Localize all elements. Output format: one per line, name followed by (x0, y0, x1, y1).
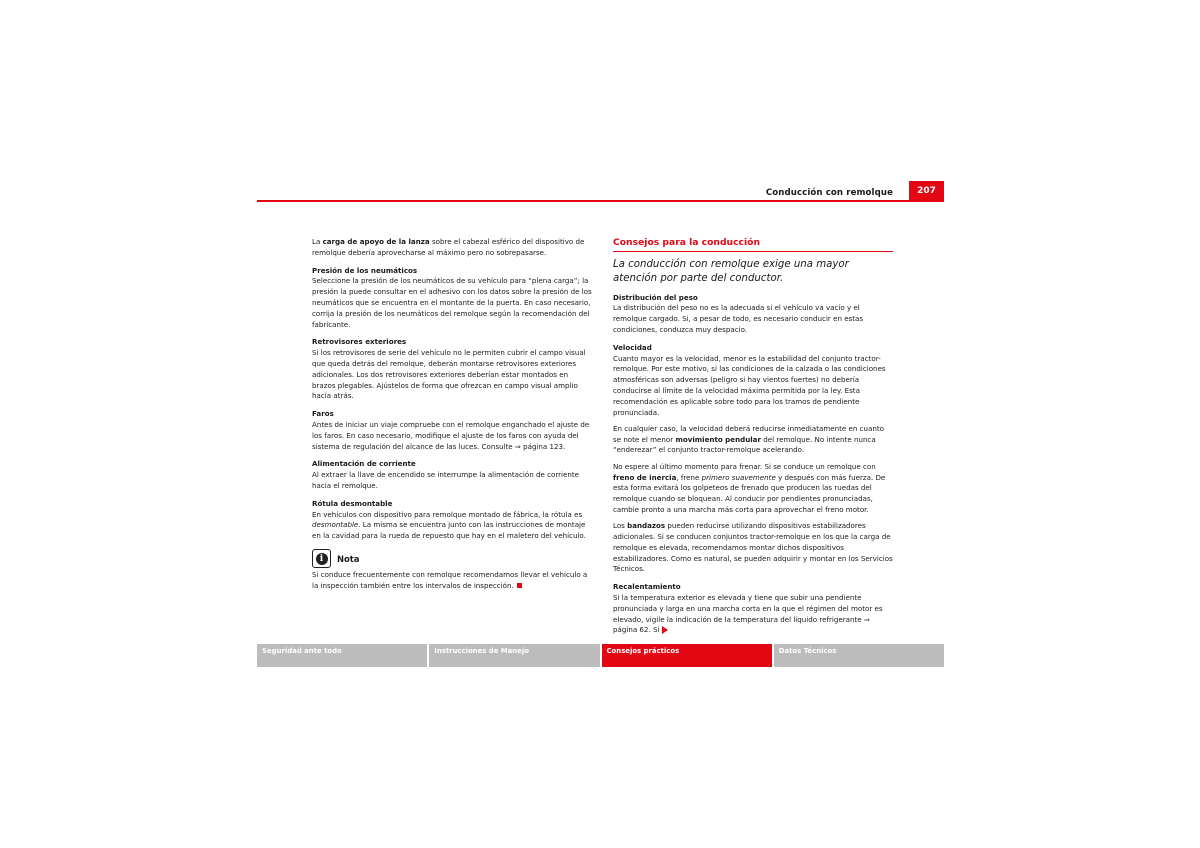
footer-tabs (257, 644, 944, 667)
note-text: Si conduce frecuentemente con remolque recomendamos llevar el vehículo a la inspección también entre los intervalos de inspección. (312, 569, 588, 590)
speed-paragraph-3: No espere al último momento para frenar. Si se conduce un remolque con freno de inercia, frene primero suavemente y después con más fuerza. De esta forma evitará los golpeteos de frenado que producen las ruedas del remolque cuando se bloquean. Al conducir por pendientes pronunciadas, cambie pronto a una marcha más corta para aprovechar el freno motor. (613, 461, 886, 514)
footer-tab-consejos[interactable]: Consejos prácticos (602, 644, 772, 667)
speed-paragraph-4: Los bandazos pueden reducirse utilizando dispositivos estabilizadores adicionales. Si se conducen conjuntos tractor-remolque en los que la carga de remolque es elevada, recomendamos montar dichos dispositivos estabilizadores. Como es natural, se pueden adquirir y montar en los Servicios Técnicos. (613, 521, 893, 574)
end-square-icon (517, 583, 522, 588)
speed-heading: Velocidad (613, 342, 652, 352)
speed-paragraph-1: Cuanto mayor es la velocidad, menor es la estabilidad del conjunto tractor-remolque. Por este motivo, si las condiciones de la calzada o las condiciones atmosféricas son adversas (peligro si hay vientos fuertes) no debería conducirse al límite de la velocidad máxima permitida por la ley. Esta recomendación es aplicable sobre todo para los tramos de pendiente pronunciada. (613, 353, 886, 417)
footer-tab-datos-tecnicos[interactable]: Datos Técnicos (774, 644, 944, 667)
power-supply-text: Al extraer la llave de encendido se interrumpe la alimentación de corriente hacia el remolque. (312, 470, 580, 490)
intro-paragraph: La carga de apoyo de la lanza sobre el cabezal esférico del dispositivo de remolque debería aprovecharse al máximo pero no sobrepasarse. (312, 237, 585, 257)
footer-tab-instrucciones[interactable]: Instrucciones de Manejo (429, 644, 599, 667)
removable-ball-text: En vehículos con dispositivo para remolque montado de fábrica, la rótula es desmontable. La misma se encuentra junto con las instrucciones de montaje en la cavidad para la rueda de repuesto que hay en el maletero del vehículo. (312, 509, 586, 541)
running-header-title: Conducción con remolque (765, 188, 893, 198)
page-number: 207 (909, 181, 944, 200)
tire-pressure-heading: Presión de los neumáticos (312, 265, 418, 275)
continue-arrow-icon (662, 626, 668, 634)
headlights-text: Antes de iniciar un viaje compruebe con el remolque enganchado el ajuste de los faros. En caso necesario, modifique el ajuste de los faros con ayuda del sistema de regulación del alcance de las luces. Consulte ⇒ página 123. (312, 419, 590, 451)
mirrors-text: Si los retrovisores de serie del vehículo no le permiten cubrir el campo visual que queda detrás del remolque, deberán montarse retrovisores exteriores adicionales. Los dos retrovisores exteriores deberían estar montados en brazos plegables. Ajústelos de forma que ofrezcan en campo visual amplio hacia atrás. (312, 348, 586, 401)
overheating-text: Si la temperatura exterior es elevada y tiene que subir una pendiente pronunciada y larga en una marcha corta en la que el régimen del motor es elevado, vigile la indicación de la temperatura del líquido refrigerante ⇒ página 62. Si (613, 593, 883, 635)
section-title: Consejos para la conducción (613, 237, 893, 252)
headlights-heading: Faros (312, 409, 334, 419)
right-column (613, 237, 893, 636)
section-lead: La conducción con remolque exige una mayor atención por parte del conductor. (613, 259, 849, 284)
left-column (312, 237, 592, 592)
note-label: Nota (337, 553, 360, 564)
weight-distribution-text: La distribución del peso no es la adecuada si el vehículo va vacío y el remolque cargado. Si, a pesar de todo, es necesario conducir en estas condiciones, conduzca muy despacio. (613, 303, 864, 334)
removable-italic-term: desmontable (312, 520, 359, 530)
mirrors-heading: Retrovisores exteriores (312, 337, 407, 347)
power-supply-heading: Alimentación de corriente (312, 459, 416, 469)
weight-distribution-heading: Distribución del peso (613, 292, 698, 302)
info-icon: i (312, 549, 331, 568)
overheating-heading: Recalentamiento (613, 582, 681, 592)
speed-paragraph-2: En cualquier caso, la velocidad deberá reducirse inmediatamente en cuanto se note el menor movimiento pendular del remolque. No intente nunca “enderezar” el conjunto tractor-remolque acelerando. (613, 423, 884, 455)
intro-bold-term: carga de apoyo de la lanza (322, 237, 430, 246)
removable-ball-heading: Rótula desmontable (312, 498, 393, 508)
footer-tab-seguridad[interactable]: Seguridad ante todo (257, 644, 427, 667)
note-header (312, 548, 592, 570)
tire-pressure-text: Seleccione la presión de los neumáticos de su vehículo para “plena carga”; la presión la puede consultar en el adhesivo con los datos sobre la presión de los neumáticos que se encuentra en el montante de la puerta. En caso necesario, corrija la presión de los neumáticos del remolque según la recomendación del fabricante. (312, 276, 592, 329)
header-rule (257, 200, 944, 202)
